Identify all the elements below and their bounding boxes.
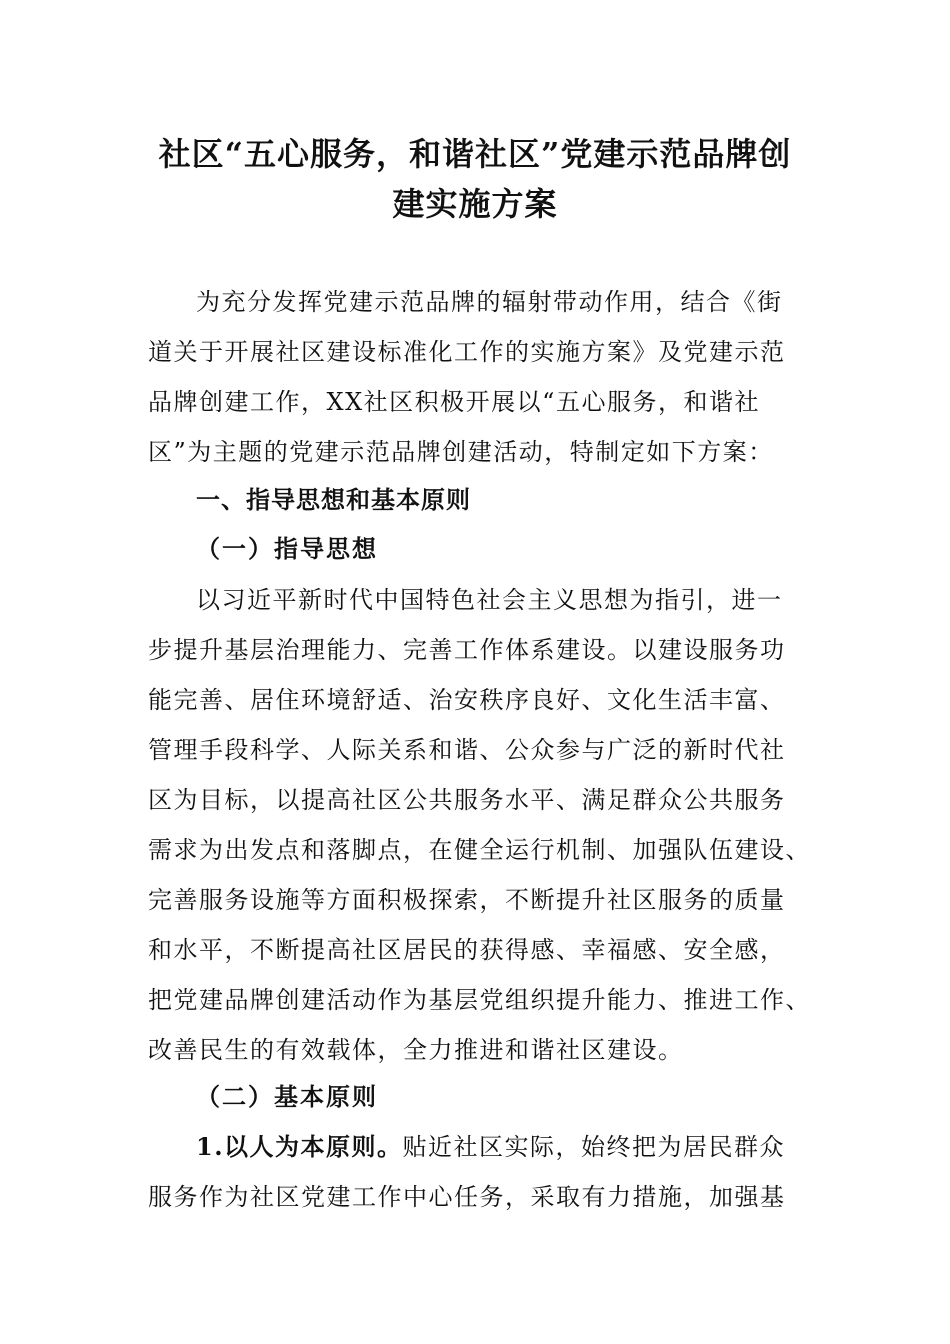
- document-title-line-2: 建实施方案: [392, 185, 558, 223]
- guiding-line: 完善服务设施等方面积极探索，不断提升社区服务的质量: [148, 886, 786, 914]
- section-heading-1: 一、指导思想和基本原则: [196, 485, 471, 514]
- guiding-line: 区为目标，以提高社区公共服务水平、满足群众公共服务: [148, 786, 786, 814]
- document-title-line-1: 社区“五心服务，和谐社区”党建示范品牌创: [158, 135, 792, 173]
- intro-line: 品牌创建工作，XX社区积极开展以“五心服务，和谐社: [148, 388, 760, 416]
- guiding-line: 和水平，不断提高社区居民的获得感、幸福感、安全感，: [148, 936, 786, 964]
- intro-line: 区”为主题的党建示范品牌创建活动，特制定如下方案：: [148, 438, 774, 466]
- guiding-line: 把党建品牌创建活动作为基层党组织提升能力、推进工作、: [148, 986, 811, 1014]
- principle-paragraph: [148, 1122, 808, 1222]
- principle-line: 服务作为社区党建工作中心任务，采取有力措施，加强基: [148, 1183, 786, 1211]
- guiding-line: 能完善、居住环境舒适、治安秩序良好、文化生活丰富、: [148, 686, 786, 714]
- intro-paragraph: [148, 277, 808, 477]
- subsection-heading-2: （二）基本原则: [196, 1082, 378, 1111]
- guiding-line: 步提升基层治理能力、完善工作体系建设。以建设服务功: [148, 636, 786, 664]
- guiding-paragraph: [148, 575, 811, 1075]
- intro-line: 为充分发挥党建示范品牌的辐射带动作用，结合《街: [196, 288, 783, 316]
- intro-line: 道关于开展社区建设标准化工作的实施方案》及党建示范: [148, 338, 786, 366]
- principle-line: [148, 1122, 808, 1172]
- guiding-line: 管理手段科学、人际关系和谐、公众参与广泛的新时代社: [148, 736, 786, 764]
- principle-1-title: 1.以人为本原则。: [196, 1132, 403, 1161]
- guiding-line: 改善民生的有效载体，全力推进和谐社区建设。: [148, 1036, 684, 1064]
- guiding-line: 需求为出发点和落脚点，在健全运行机制、加强队伍建设、: [148, 836, 811, 864]
- principle-1-text: 贴近社区实际，始终把为居民群众: [402, 1133, 786, 1161]
- subsection-heading-1: （一）指导思想: [196, 534, 378, 563]
- guiding-line: 以习近平新时代中国特色社会主义思想为指引，进一: [196, 586, 783, 614]
